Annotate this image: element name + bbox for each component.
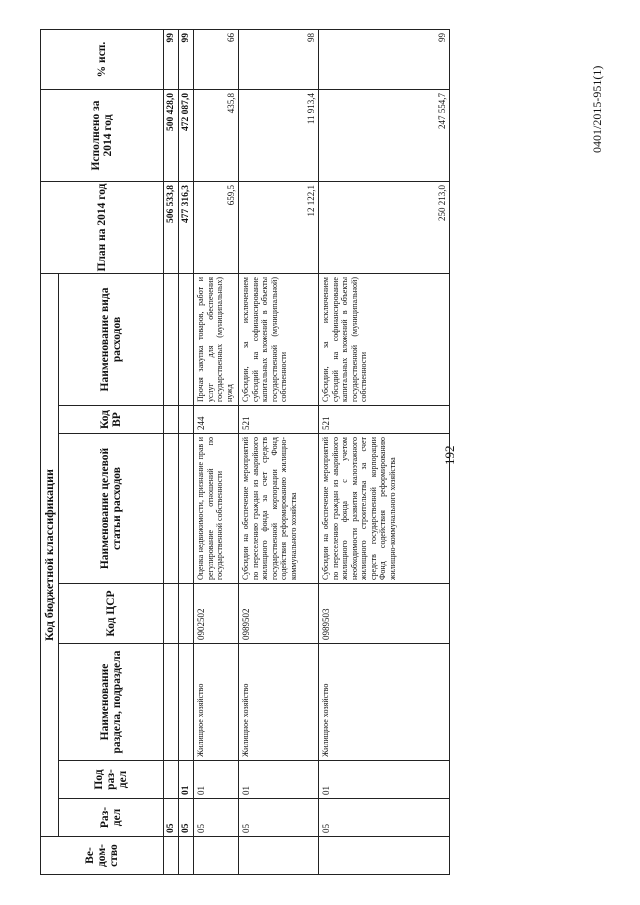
header-naim-celevoy: Наименование целевой статьи расходов xyxy=(59,434,164,584)
cell-csr xyxy=(164,584,179,644)
page-number: 192 xyxy=(442,445,457,465)
cell-razdel: 05 xyxy=(164,799,179,837)
table-row xyxy=(239,30,319,875)
header-kod-csr: Код ЦСР xyxy=(59,584,164,644)
cell-plan: 659,5 xyxy=(194,182,239,274)
cell-vr: 521 xyxy=(319,406,450,434)
cell-vr xyxy=(179,406,194,434)
cell-razdel: 05 xyxy=(319,799,450,837)
header-procent: % исп. xyxy=(41,30,164,90)
header-plan: План на 2014 год xyxy=(41,182,164,274)
table-row xyxy=(194,30,239,875)
cell-vr: 521 xyxy=(239,406,319,434)
cell-csr xyxy=(179,584,194,644)
cell-pct: 99 xyxy=(164,30,179,90)
table-row xyxy=(319,30,450,875)
cell-pct: 99 xyxy=(179,30,194,90)
cell-pct: 98 xyxy=(239,30,319,90)
cell-razdel: 05 xyxy=(194,799,239,837)
cell-isp: 11 913,4 xyxy=(239,90,319,182)
cell-ved xyxy=(239,837,319,875)
header-naim-razdela: Наименование раздела, подраздела xyxy=(59,644,164,761)
cell-naim-vida xyxy=(164,274,179,406)
cell-naim-celevoy: Субсидии на обеспечение мероприятий по переселению граждан из аварийного жилищного фонда с учетом необходимости развития малоэтажного жилищного строительства за счет средств государственной корпорации Фонд содействия реформированию жилищно-коммунального хозяйства xyxy=(319,434,450,584)
cell-vr xyxy=(164,406,179,434)
cell-isp: 247 554,7 xyxy=(319,90,450,182)
cell-naim-celevoy xyxy=(179,434,194,584)
cell-naim-vida: Субсидии, за исключением субсидий на софинансирование капитальных вложений в объекты государственной (муниципальной) собственности xyxy=(239,274,319,406)
cell-podrazdel: 01 xyxy=(179,761,194,799)
table-header-row-1 xyxy=(41,30,59,875)
cell-razdel: 05 xyxy=(239,799,319,837)
cell-podrazdel xyxy=(164,761,179,799)
cell-naim-vida: Прочая закупка товаров, работ и услуг для обеспечения государственных (муниципальных) нужд xyxy=(194,274,239,406)
cell-naim-razdela xyxy=(164,644,179,761)
cell-razdel: 05 xyxy=(179,799,194,837)
cell-plan: 506 533,8 xyxy=(164,182,179,274)
cell-naim-celevoy: Субсидии на обеспечение мероприятий по переселению граждан из аварийного жилищного фонда за счет средств государственной корпорации Фонд содействия реформированию жилищно-коммунального хозяйства xyxy=(239,434,319,584)
cell-csr: 0989502 xyxy=(239,584,319,644)
cell-podrazdel: 01 xyxy=(194,761,239,799)
cell-naim-vida xyxy=(179,274,194,406)
cell-podrazdel: 01 xyxy=(239,761,319,799)
table-row xyxy=(164,30,179,875)
cell-pct: 99 xyxy=(319,30,450,90)
header-podrazdel: Под раз-дел xyxy=(59,761,164,799)
header-vedomstvo: Ве-дом-ство xyxy=(41,837,164,875)
cell-isp: 472 087,0 xyxy=(179,90,194,182)
cell-plan: 12 122,1 xyxy=(239,182,319,274)
cell-ved xyxy=(164,837,179,875)
header-razdel: Раз-дел xyxy=(59,799,164,837)
document-number: 0401/2015-951(1) xyxy=(590,65,604,153)
cell-plan: 477 316,3 xyxy=(179,182,194,274)
cell-naim-razdela xyxy=(179,644,194,761)
cell-naim-razdela: Жилищное хозяйство xyxy=(319,644,450,761)
cell-ved xyxy=(179,837,194,875)
cell-pct: 66 xyxy=(194,30,239,90)
cell-isp: 435,8 xyxy=(194,90,239,182)
header-kod-vr: Код ВР xyxy=(59,406,164,434)
cell-plan: 250 213,0 xyxy=(319,182,450,274)
cell-naim-razdela: Жилищное хозяйство xyxy=(194,644,239,761)
header-group-budget-code: Код бюджетной классификации xyxy=(41,274,59,837)
cell-vr: 244 xyxy=(194,406,239,434)
header-ispolneno: Исполнено за 2014 год xyxy=(41,90,164,182)
cell-isp: 500 428,0 xyxy=(164,90,179,182)
budget-table xyxy=(40,29,450,875)
cell-naim-vida: Субсидии, за исключением субсидий на софинансирование капитальных вложений в объекты государственной (муниципальной) собственности xyxy=(319,274,450,406)
cell-naim-razdela: Жилищное хозяйство xyxy=(239,644,319,761)
cell-naim-celevoy: Оценка недвижимости, признание прав и регулирование отношений по государственной собственности xyxy=(194,434,239,584)
cell-podrazdel: 01 xyxy=(319,761,450,799)
header-naim-vida: Наименование вида расходов xyxy=(59,274,164,406)
cell-ved xyxy=(194,837,239,875)
table-row xyxy=(179,30,194,875)
cell-csr: 0989503 xyxy=(319,584,450,644)
cell-ved xyxy=(319,837,450,875)
cell-naim-celevoy xyxy=(164,434,179,584)
cell-csr: 0902502 xyxy=(194,584,239,644)
